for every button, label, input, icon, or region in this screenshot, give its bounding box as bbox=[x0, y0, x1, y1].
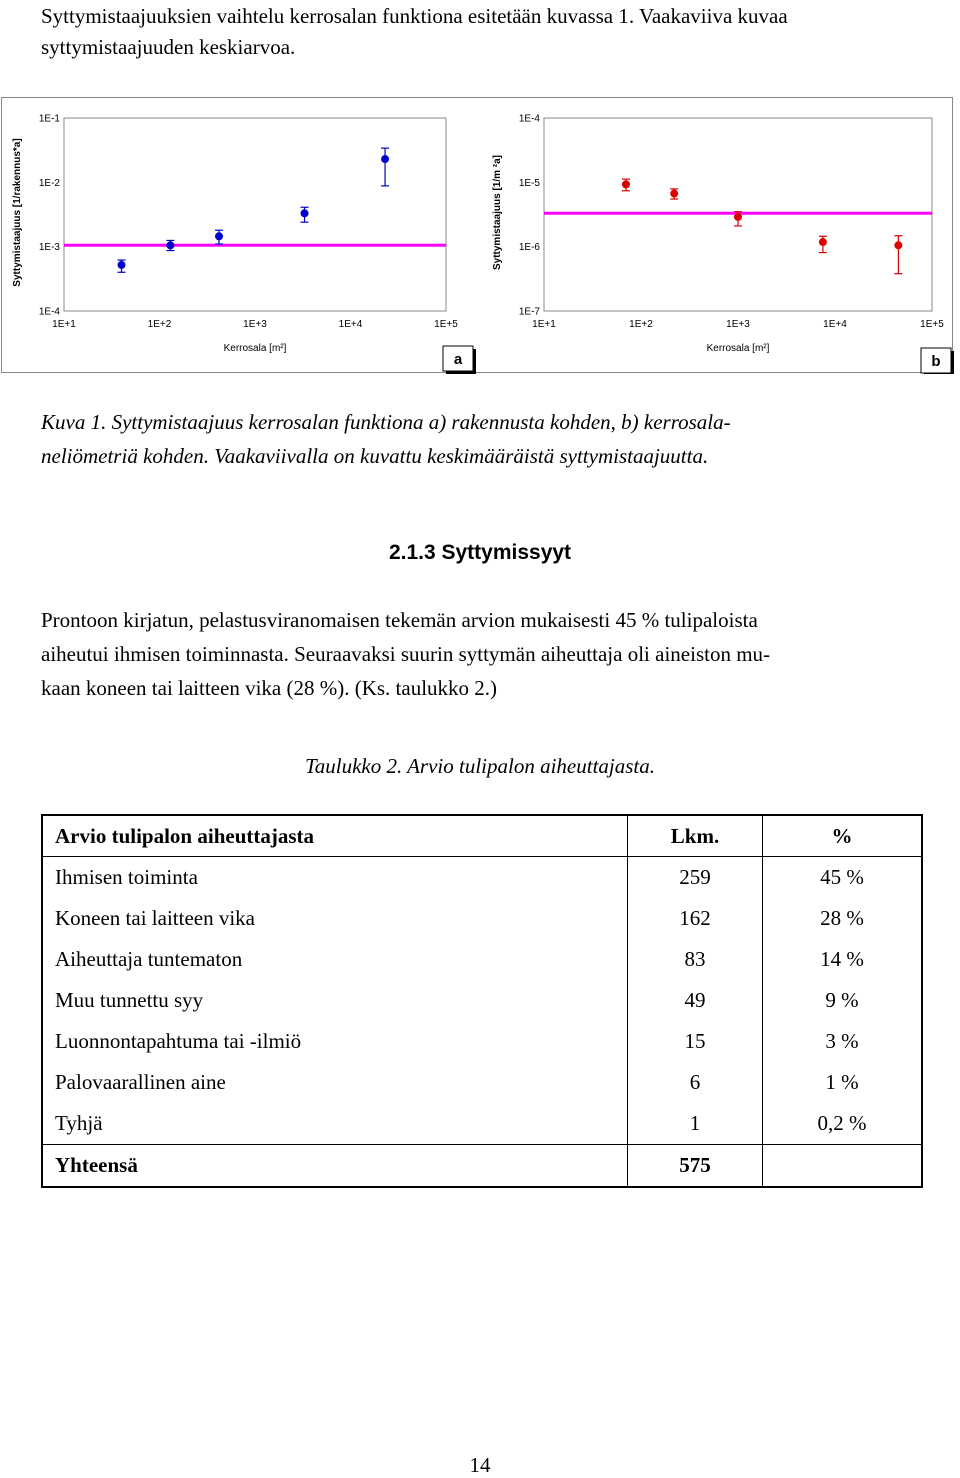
panel-b-data-point bbox=[894, 241, 902, 249]
figure-1-svg bbox=[2, 98, 954, 374]
header-cause: Arvio tulipalon aiheuttajasta bbox=[42, 815, 628, 857]
cell-count: 162 bbox=[628, 898, 763, 939]
panel-b-x-tick-label: 1E+4 bbox=[823, 319, 847, 330]
panel-b-x-axis-label: Kerrosala [m²] bbox=[706, 343, 770, 354]
cell-total-count: 575 bbox=[628, 1145, 763, 1188]
figure-caption-line-1: Kuva 1. Syttymistaajuus kerrosalan funktiona a) rakennusta kohden, b) kerrosala- bbox=[41, 410, 731, 434]
cell-percent: 14 % bbox=[763, 939, 923, 980]
panel-a-x-axis-label: Kerrosala [m²] bbox=[223, 343, 287, 354]
cell-cause: Aiheuttaja tuntematon bbox=[55, 947, 243, 971]
panel-a-data-point bbox=[117, 261, 125, 269]
header-percent: % bbox=[763, 815, 923, 857]
panel-b-data-point bbox=[819, 238, 827, 246]
intro-line-1: Syttymistaajuuksien vaihtelu kerrosalan funktiona esitetään kuvassa 1. Vaakaviiva kuvaa bbox=[41, 4, 788, 28]
cell-total-label: Yhteensä bbox=[42, 1145, 628, 1188]
table-row bbox=[42, 939, 922, 980]
panel-b-x-tick-label: 1E+1 bbox=[532, 319, 556, 330]
table-header-row bbox=[42, 815, 922, 857]
panel-a-x-tick-label: 1E+2 bbox=[147, 319, 172, 330]
cell-cause: Tyhjä bbox=[55, 1111, 103, 1135]
panel-a-panel-label: a bbox=[453, 351, 463, 368]
section-heading: 2.1.3 Syttymissyyt bbox=[388, 541, 572, 564]
panel-b-data-point bbox=[734, 213, 742, 221]
panel-b-y-tick-label: 1E-5 bbox=[518, 177, 540, 189]
cell-percent: 45 % bbox=[763, 857, 923, 899]
panel-b-data-point bbox=[670, 190, 678, 198]
cell-percent: 28 % bbox=[763, 898, 923, 939]
cell-percent: 9 % bbox=[763, 980, 923, 1021]
panel-a-y-tick-label: 1E-1 bbox=[38, 113, 60, 125]
cell-percent: 0,2 % bbox=[763, 1103, 923, 1145]
section-para-line-3: kaan koneen tai laitteen vika (28 %). (Ks. taulukko 2.) bbox=[41, 676, 498, 700]
panel-b-x-tick-label: 1E+2 bbox=[629, 319, 653, 330]
panel-b-data-point bbox=[622, 180, 630, 188]
table-row bbox=[42, 898, 922, 939]
panel-b-y-tick-label: 1E-4 bbox=[518, 113, 540, 125]
cell-count: 259 bbox=[628, 857, 763, 899]
table-row bbox=[42, 1062, 922, 1103]
cell-count: 83 bbox=[628, 939, 763, 980]
panel-b-y-axis-label: Syttymistaajuus [1/m ²a] bbox=[492, 154, 503, 271]
section-para-line-2: aiheutui ihmisen toiminnasta. Seuraavaksi suurin syttymän aiheuttaja oli aineiston mu- bbox=[41, 642, 771, 666]
table-total-row bbox=[42, 1145, 922, 1188]
table-row bbox=[42, 857, 922, 899]
panel-b-x-tick-label: 1E+5 bbox=[920, 319, 944, 330]
panel-a-y-tick-label: 1E-4 bbox=[38, 306, 60, 318]
panel-a-x-tick-label: 1E+4 bbox=[338, 319, 363, 330]
cell-count: 15 bbox=[628, 1021, 763, 1062]
panel-a-y-tick-label: 1E-3 bbox=[38, 242, 60, 254]
intro-line-2: syttymistaajuuden keskiarvoa. bbox=[41, 35, 296, 59]
panel-a-data-point bbox=[166, 241, 174, 249]
cell-cause: Luonnontapahtuma tai -ilmiö bbox=[55, 1029, 302, 1053]
cell-cause: Muu tunnettu syy bbox=[55, 988, 204, 1012]
figure-caption-line-2: neliömetriä kohden. Vaakaviivalla on kuvattu keskimääräistä syttymistaajuutta. bbox=[41, 444, 709, 468]
figure-1 bbox=[1, 97, 953, 373]
section-para-line-1: Prontoon kirjatun, pelastusviranomaisen tekemän arvion mukaisesti 45 % tulipaloista bbox=[41, 608, 758, 632]
cell-percent: 1 % bbox=[763, 1062, 923, 1103]
panel-a-plot-area bbox=[64, 118, 446, 311]
cell-count: 1 bbox=[628, 1103, 763, 1145]
panel-b-x-tick-label: 1E+3 bbox=[726, 319, 750, 330]
table-row bbox=[42, 1103, 922, 1145]
cell-cause: Koneen tai laitteen vika bbox=[55, 906, 256, 930]
panel-b-panel-label: b bbox=[931, 353, 941, 370]
panel-a-x-tick-label: 1E+3 bbox=[243, 319, 267, 330]
panel-a-data-point bbox=[215, 232, 223, 240]
panel-a-x-tick-label: 1E+1 bbox=[52, 319, 76, 330]
cell-cause: Ihmisen toiminta bbox=[55, 865, 198, 889]
cell-percent: 3 % bbox=[763, 1021, 923, 1062]
panel-a-data-point bbox=[381, 155, 389, 163]
page-number: 14 bbox=[469, 1453, 491, 1477]
panel-b-y-tick-label: 1E-6 bbox=[518, 242, 540, 254]
table-row bbox=[42, 1021, 922, 1062]
cell-count: 49 bbox=[628, 980, 763, 1021]
panel-b-y-tick-label: 1E-7 bbox=[518, 306, 540, 318]
cell-total-percent bbox=[763, 1145, 923, 1188]
cause-table bbox=[41, 814, 923, 1188]
table-caption: Taulukko 2. Arvio tulipalon aiheuttajasta. bbox=[304, 754, 655, 778]
panel-a-x-tick-label: 1E+5 bbox=[434, 319, 458, 330]
header-count: Lkm. bbox=[628, 815, 763, 857]
cell-count: 6 bbox=[628, 1062, 763, 1103]
panel-a-data-point bbox=[301, 209, 309, 217]
cell-cause: Palovaarallinen aine bbox=[55, 1070, 226, 1094]
panel-a-y-tick-label: 1E-2 bbox=[38, 177, 60, 189]
panel-a-y-axis-label: Syttymistaajuus [1/rakennus*a] bbox=[12, 138, 23, 287]
table-row bbox=[42, 980, 922, 1021]
